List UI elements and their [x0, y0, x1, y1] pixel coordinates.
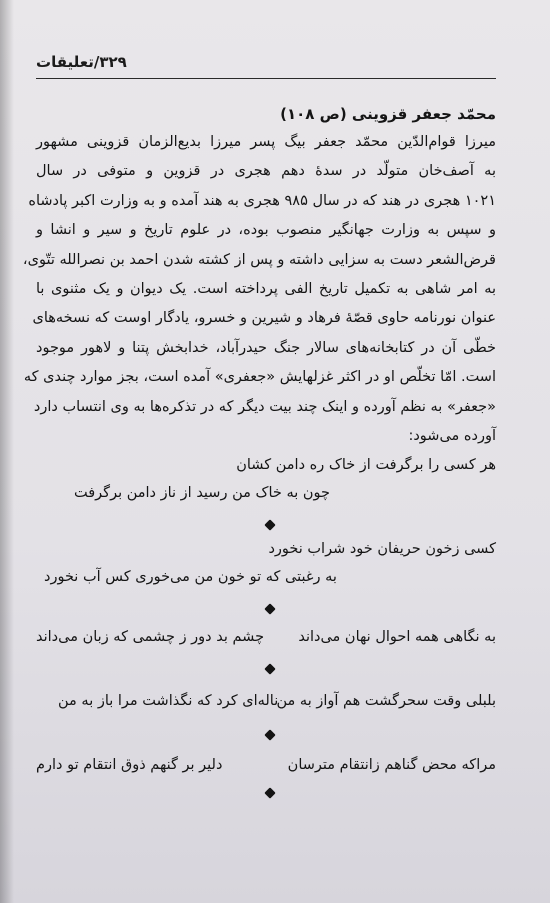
verse-separator [36, 719, 496, 747]
paragraph-line: است. امّا تخلّص او در اکثر غزلهایش «جعفری» آمده است، بجز موارد چندی که [23, 369, 496, 386]
hemistich: چشم بد دور ز چشمی که زبان می‌داند [36, 629, 265, 646]
verse-4 [36, 683, 496, 719]
hemistich: چون به خاک من رسید از ناز دامن برگرفت [74, 485, 330, 502]
verse-separator [36, 515, 496, 539]
verse-2-second [36, 569, 496, 603]
hemistich: به نگاهی همه احوال نهان می‌داند [298, 629, 496, 646]
verse-1-first [36, 451, 496, 485]
hemistich: مراکه محض گناهم زانتقام مترسان [287, 757, 496, 774]
paragraph-line: خطّی آن در کتابخانه‌های سالار جنگ حیدرآباد، خدابخش پتنا و لاهور موجود [36, 339, 496, 356]
paragraph-line: به آصف‌خان متولّد در سدهٔ دهم هجری در قزوین و متوفی در سال [36, 163, 496, 180]
page-body [22, 100, 496, 805]
paragraph-line: آورده می‌شود: [408, 428, 496, 445]
paragraph-line: میرزا قوام‌الدّین محمّد جعفر بیگ پسر میرزا بدیع‌الزمان قزوینی مشهور [36, 134, 496, 150]
paragraph-line: و سپس به وزارت جهانگیر منصوب بوده، در علوم تاریخ و سیر و انشا و [36, 222, 496, 239]
paragraph-line: «جعفر» به نظم آورده و اینک چند بیت دیگر که در تذکره‌ها به وی انتساب دارد [33, 398, 496, 415]
paragraph-line: عنوان نورنامه حاوی قصّهٔ فرهاد و شیرین و خسرو، یادگار اوست که نسخه‌های [32, 310, 496, 327]
hemistich: به رغبتی که تو خون من می‌خوری کس آب نخورد [44, 569, 337, 586]
running-head: ۳۲۹/تعلیقات [36, 53, 127, 71]
hemistich: دلیر بر گنهم ذوق انتقام تو دارم [36, 757, 223, 774]
verse-3 [36, 623, 496, 659]
diamond-ornament-icon [264, 664, 275, 675]
page-shadow-edge [0, 0, 14, 903]
diamond-ornament-icon [264, 520, 275, 531]
diamond-ornament-icon [264, 788, 275, 799]
verse-separator [36, 781, 496, 805]
hemistich: هر کسی را برگرفت از خاک ره دامن کشان [236, 457, 496, 474]
verse-separator [36, 603, 496, 623]
verse-5 [36, 747, 496, 781]
paragraph-line: به امر شاهی به تکمیل تاریخ الفی پرداخته است. یک دیوان و یک مثنوی با [36, 281, 496, 298]
verse-1-second [36, 485, 496, 515]
verse-separator [36, 659, 496, 683]
paragraph-line: قرض‌الشعر دست به سزایی داشته و پس از کشته شدن احمد بن نصرالله تتّوی، [22, 251, 496, 268]
diamond-ornament-icon [264, 730, 275, 741]
verse-2-first [36, 539, 496, 569]
section-heading: محمّد جعفر قزوینی (ص ۱۰۸) [280, 105, 496, 123]
hemistich: کسی زخون حریفان خود شراب نخورد [268, 541, 496, 558]
header-rule [36, 78, 496, 79]
biography-paragraph [22, 128, 496, 451]
diamond-ornament-icon [264, 604, 275, 615]
paragraph-line: ۱۰۲۱ هجری در هند که در سال ۹۸۵ هجری به هند آمده و به وزارت اکبر پادشاه [28, 192, 496, 209]
hemistich: ناله‌ای کرد که نگذاشت مرا باز به من [58, 693, 279, 710]
hemistich: بلبلی وقت سحرگشت هم آواز به من [276, 693, 496, 710]
